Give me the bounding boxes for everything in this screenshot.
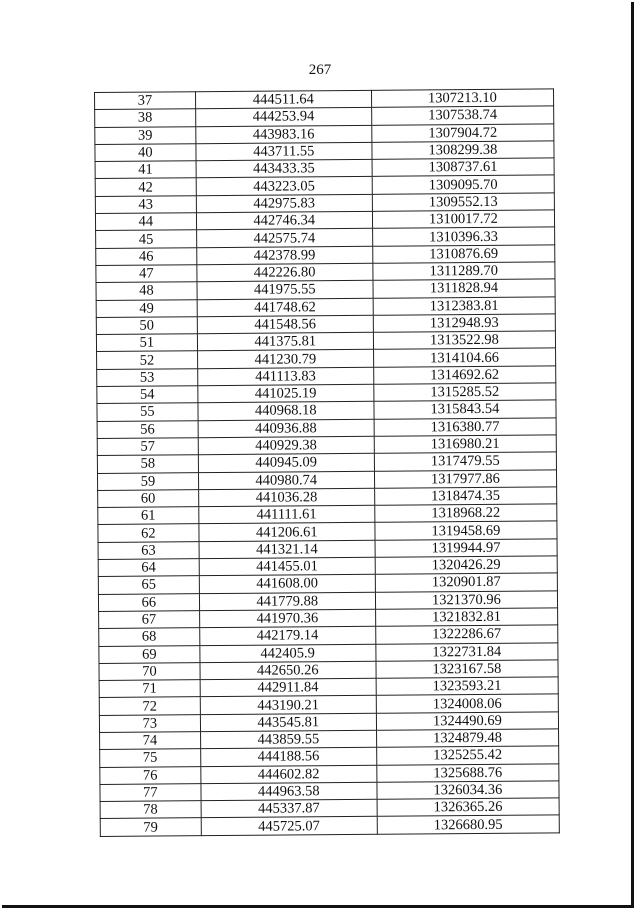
point-number-cell: 78 <box>100 801 201 819</box>
x-coordinate-cell: 444602.82 <box>201 765 377 784</box>
point-number-cell: 64 <box>98 559 199 577</box>
y-coordinate-cell: 1320426.29 <box>375 556 557 575</box>
point-number-cell: 57 <box>97 438 198 456</box>
y-coordinate-cell: 1312948.93 <box>373 314 555 333</box>
y-coordinate-cell: 1317479.55 <box>374 452 556 471</box>
x-coordinate-cell: 440945.09 <box>198 454 374 473</box>
y-coordinate-cell: 1316380.77 <box>374 418 556 437</box>
y-coordinate-cell: 1323167.58 <box>376 660 558 679</box>
x-coordinate-cell: 445337.87 <box>201 799 377 818</box>
x-coordinate-cell: 441113.83 <box>197 367 373 386</box>
table-body <box>95 89 560 836</box>
y-coordinate-cell: 1319944.97 <box>375 539 557 558</box>
y-coordinate-cell: 1309552.13 <box>372 193 554 212</box>
y-coordinate-cell: 1326365.26 <box>377 798 559 817</box>
point-number-cell: 48 <box>96 282 197 300</box>
x-coordinate-cell: 442575.74 <box>196 229 372 248</box>
point-number-cell: 71 <box>99 680 200 698</box>
point-number-cell: 45 <box>96 230 197 248</box>
x-coordinate-cell: 444253.94 <box>195 108 371 127</box>
point-number-cell: 58 <box>97 455 198 473</box>
y-coordinate-cell: 1325688.76 <box>377 763 559 782</box>
x-coordinate-cell: 441206.61 <box>199 523 375 542</box>
y-coordinate-cell: 1310017.72 <box>372 210 554 229</box>
page-number: 267 <box>308 62 332 78</box>
x-coordinate-cell: 440929.38 <box>198 436 374 455</box>
point-number-cell: 43 <box>95 195 196 213</box>
x-coordinate-cell: 441548.56 <box>197 315 373 334</box>
point-number-cell: 76 <box>100 766 201 784</box>
point-number-cell: 38 <box>95 109 196 127</box>
point-number-cell: 42 <box>95 178 196 196</box>
y-coordinate-cell: 1314104.66 <box>373 348 555 367</box>
x-coordinate-cell: 440968.18 <box>198 402 374 421</box>
y-coordinate-cell: 1321370.96 <box>375 590 557 609</box>
x-coordinate-cell: 442911.84 <box>200 678 376 697</box>
point-number-cell: 75 <box>100 749 201 767</box>
x-coordinate-cell: 441455.01 <box>199 557 375 576</box>
y-coordinate-cell: 1307213.10 <box>371 89 553 108</box>
x-coordinate-cell: 441230.79 <box>197 350 373 369</box>
point-number-cell: 69 <box>99 645 200 663</box>
point-number-cell: 66 <box>98 593 199 611</box>
y-coordinate-cell: 1314692.62 <box>373 366 555 385</box>
point-number-cell: 62 <box>98 524 199 542</box>
x-coordinate-cell: 444511.64 <box>195 90 371 109</box>
y-coordinate-cell: 1323593.21 <box>376 677 558 696</box>
point-number-cell: 73 <box>99 714 200 732</box>
y-coordinate-cell: 1309095.70 <box>372 175 554 194</box>
x-coordinate-cell: 441111.61 <box>199 505 375 524</box>
y-coordinate-cell: 1319458.69 <box>375 521 557 540</box>
y-coordinate-cell: 1324490.69 <box>376 712 558 731</box>
x-coordinate-cell: 440936.88 <box>198 419 374 438</box>
y-coordinate-cell: 1318474.35 <box>374 487 556 506</box>
y-coordinate-cell: 1316980.21 <box>374 435 556 454</box>
y-coordinate-cell: 1326680.95 <box>377 815 559 834</box>
x-coordinate-cell: 441748.62 <box>197 298 373 317</box>
y-coordinate-cell: 1307538.74 <box>371 106 553 125</box>
y-coordinate-cell: 1321832.81 <box>375 608 557 627</box>
x-coordinate-cell: 443190.21 <box>200 696 376 715</box>
y-coordinate-cell: 1318968.22 <box>375 504 557 523</box>
y-coordinate-cell: 1326034.36 <box>377 781 559 800</box>
y-coordinate-cell: 1324879.48 <box>376 729 558 748</box>
point-number-cell: 77 <box>100 784 201 802</box>
point-number-cell: 49 <box>96 299 197 317</box>
y-coordinate-cell: 1308299.38 <box>372 141 554 160</box>
point-number-cell: 70 <box>99 662 200 680</box>
x-coordinate-cell: 443545.81 <box>200 713 376 732</box>
y-coordinate-cell: 1324008.06 <box>376 694 558 713</box>
coordinates-table <box>94 88 560 836</box>
point-number-cell: 56 <box>97 420 198 438</box>
x-coordinate-cell: 442746.34 <box>196 211 372 230</box>
x-coordinate-cell: 441970.36 <box>199 609 375 628</box>
point-number-cell: 61 <box>98 507 199 525</box>
point-number-cell: 72 <box>99 697 200 715</box>
x-coordinate-cell: 443433.35 <box>196 160 372 179</box>
point-number-cell: 65 <box>98 576 199 594</box>
x-coordinate-cell: 444963.58 <box>201 782 377 801</box>
point-number-cell: 74 <box>100 732 201 750</box>
point-number-cell: 52 <box>97 351 198 369</box>
x-coordinate-cell: 443711.55 <box>196 142 372 161</box>
point-number-cell: 41 <box>95 161 196 179</box>
point-number-cell: 37 <box>95 92 196 110</box>
y-coordinate-cell: 1313522.98 <box>373 331 555 350</box>
point-number-cell: 40 <box>95 144 196 162</box>
x-coordinate-cell: 442179.14 <box>199 627 375 646</box>
table-row <box>100 815 559 836</box>
point-number-cell: 79 <box>100 818 201 836</box>
point-number-cell: 60 <box>98 490 199 508</box>
x-coordinate-cell: 441321.14 <box>199 540 375 559</box>
x-coordinate-cell: 441025.19 <box>198 384 374 403</box>
x-coordinate-cell: 440980.74 <box>198 471 374 490</box>
x-coordinate-cell: 442975.83 <box>196 194 372 213</box>
x-coordinate-cell: 441608.00 <box>199 575 375 594</box>
x-coordinate-cell: 444188.56 <box>200 748 376 767</box>
y-coordinate-cell: 1312383.81 <box>373 296 555 315</box>
point-number-cell: 47 <box>96 265 197 283</box>
point-number-cell: 63 <box>98 541 199 559</box>
y-coordinate-cell: 1307904.72 <box>372 123 554 142</box>
x-coordinate-cell: 442226.80 <box>197 263 373 282</box>
point-number-cell: 53 <box>97 368 198 386</box>
point-number-cell: 67 <box>99 611 200 629</box>
x-coordinate-cell: 443223.05 <box>196 177 372 196</box>
y-coordinate-cell: 1322286.67 <box>376 625 558 644</box>
x-coordinate-cell: 443983.16 <box>196 125 372 144</box>
point-number-cell: 55 <box>97 403 198 421</box>
point-number-cell: 39 <box>95 126 196 144</box>
point-number-cell: 51 <box>96 334 197 352</box>
point-number-cell: 54 <box>97 386 198 404</box>
x-coordinate-cell: 442650.26 <box>200 661 376 680</box>
x-coordinate-cell: 445725.07 <box>201 817 377 836</box>
x-coordinate-cell: 441036.28 <box>198 488 374 507</box>
y-coordinate-cell: 1315285.52 <box>374 383 556 402</box>
point-number-cell: 59 <box>97 472 198 490</box>
y-coordinate-cell: 1310396.33 <box>372 227 554 246</box>
point-number-cell: 44 <box>95 213 196 231</box>
x-coordinate-cell: 441975.55 <box>197 281 373 300</box>
point-number-cell: 46 <box>96 247 197 265</box>
y-coordinate-cell: 1310876.69 <box>373 245 555 264</box>
y-coordinate-cell: 1308737.61 <box>372 158 554 177</box>
x-coordinate-cell: 441779.88 <box>199 592 375 611</box>
y-coordinate-cell: 1311828.94 <box>373 279 555 298</box>
y-coordinate-cell: 1325255.42 <box>376 746 558 765</box>
x-coordinate-cell: 441375.81 <box>197 332 373 351</box>
x-coordinate-cell: 442405.9 <box>200 644 376 663</box>
point-number-cell: 50 <box>96 317 197 335</box>
y-coordinate-cell: 1320901.87 <box>375 573 557 592</box>
y-coordinate-cell: 1315843.54 <box>374 400 556 419</box>
y-coordinate-cell: 1311289.70 <box>373 262 555 281</box>
x-coordinate-cell: 443859.55 <box>200 730 376 749</box>
x-coordinate-cell: 442378.99 <box>196 246 372 265</box>
point-number-cell: 68 <box>99 628 200 646</box>
y-coordinate-cell: 1317977.86 <box>374 469 556 488</box>
y-coordinate-cell: 1322731.84 <box>376 642 558 661</box>
